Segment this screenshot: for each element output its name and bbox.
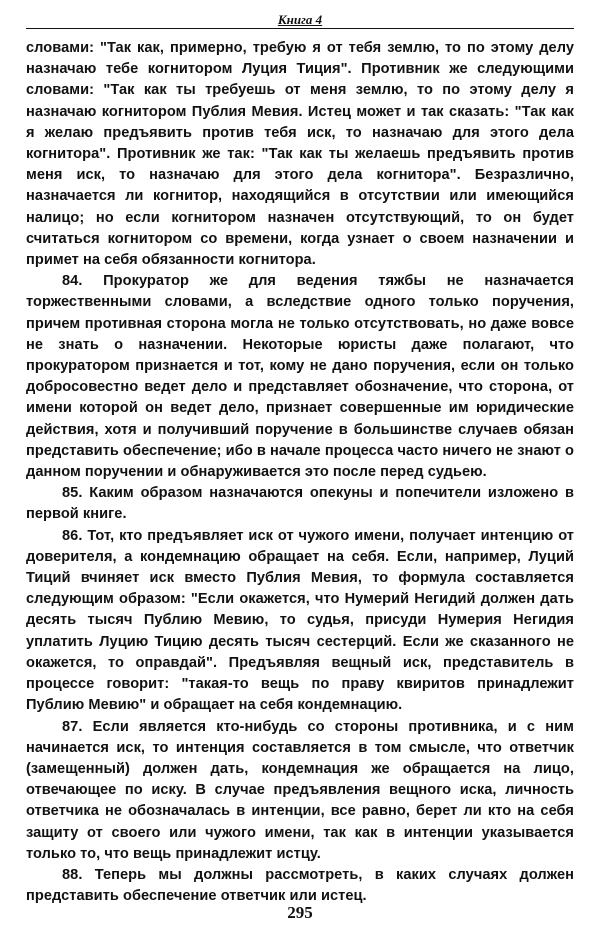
paragraph-88: 88. Теперь мы должны рассмотреть, в каких случаях должен представить обеспечение ответчик или истец. <box>26 866 574 905</box>
paragraph-85: 85. Каким образом назначаются опекуны и попечители изложено в первой книге. <box>26 485 574 523</box>
page-body <box>26 38 574 907</box>
paragraph-continued: словами: "Так как, примерно, требую я от тебя землю, то по этому делу назначаю тебе когнитором Луция Тиция". Противник же следующими словами: "Так как ты требуешь от меня землю, то по этому делу я назначаю когнитором Публия Мевия. Истец может и так сказать: "Так как я желаю предъявить против тебя иск, то назначаю для этого дела когнитора". Противник же так: "Так как ты желаешь предъявить против меня иск, то назначаю для этого дела когнитора". Безразлично, назначается ли когнитор, находящийся в отсутствии или имеющийся налицо; но если когнитором назначен отсутствующий, то он будет считаться когнитором со времени, когда узнает о своем назначении и примет на себя обязанности когнитора. <box>26 40 574 269</box>
paragraph-84: 84. Прокуратор же для ведения тяжбы не назначается торжественными словами, а вследствие одного только поручения, причем противная сторона могла не только отсутствовать, но даже вовсе не знать о назначении. Некоторые юристы даже полагают, что прокуратором признается и тот, кому не дано поручения, если он только добросовестно ведет дело и представляет обозначение, что сторона, от имени которой он ведет дело, признает совершенные им юридические действия, хотя и получивший поручение в большинстве случаев обязан представить обеспечение; ибо в начале процесса часто ничего не знают о данном поручении и обнаруживается это после перед судьею. <box>26 273 574 481</box>
header-rule <box>26 28 574 29</box>
paragraph-86: 86. Тот, кто предъявляет иск от чужого имени, получает интенцию от доверителя, а кондемнацию обращает на себя. Если, например, Луций Тиций вчиняет иск вместо Публия Мевия, то формула составляется следующим образом: "Если окажется, что Нумерий Негидий должен дать десять тысяч Публию Мевию, то судья, присуди Нумерия Негидия уплатить Луцию Тицию десять тысяч сестерций. Если же сказанного не окажется, то оправдай". Предъявляя вещный иск, представитель в процессе говорит: "такая-то вещь по праву квиритов принадлежит Публию Мевию" и обращает на себя кондемнацию. <box>26 527 574 714</box>
running-title: Книга 4 <box>277 12 323 27</box>
page-number: 295 <box>287 903 313 922</box>
paragraph-87: 87. Если является кто-нибудь со стороны противника, и с ним начинается иск, то интенция составляется в том смысле, что ответчик (замещенный) должен дать, кондемнация же обращается на лицо, отвечающее по иску. В случае предъявления вещного иска, личность ответчика не обозначалась в интенции, все равно, берет ли кто на себя защиту от своего или чужого имени, так как в интенции указывается только то, что вещь принадлежит истцу. <box>26 718 574 862</box>
running-header <box>26 8 574 30</box>
